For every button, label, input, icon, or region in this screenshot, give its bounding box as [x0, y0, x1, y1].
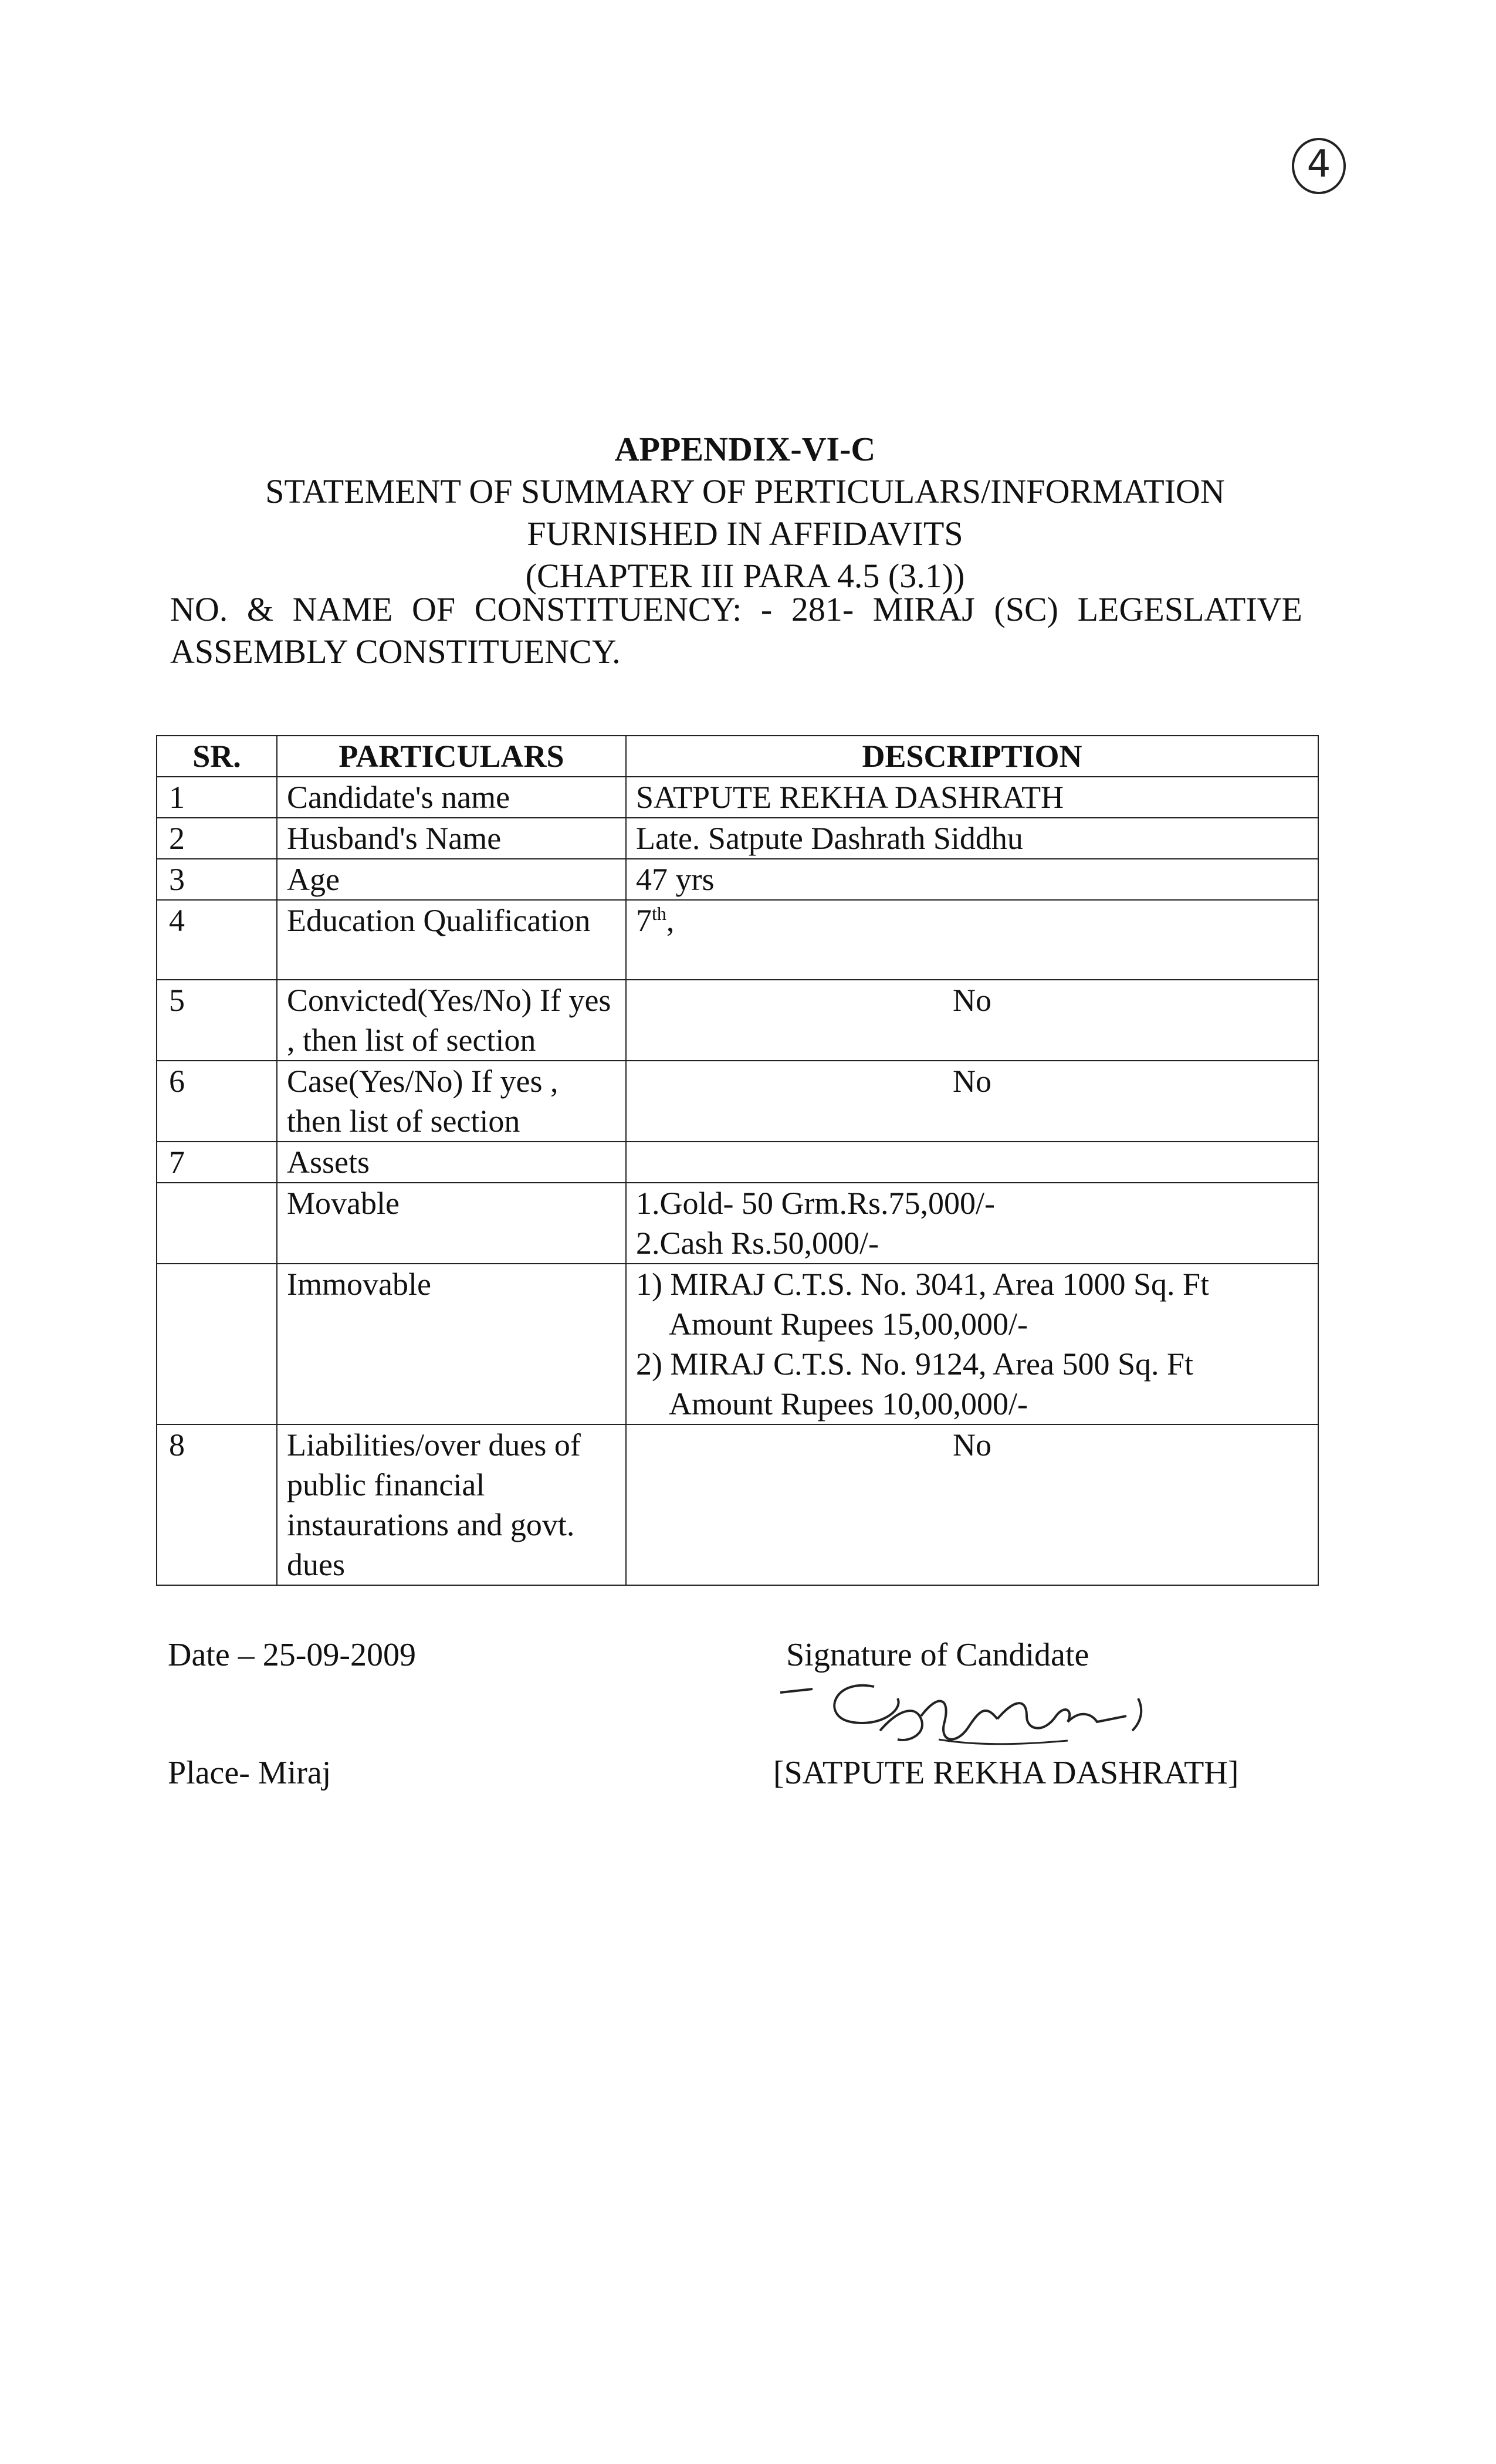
table-row: [157, 980, 1318, 1061]
row-particular: Age: [277, 859, 626, 900]
row-sr: 5: [157, 980, 277, 1061]
row-description: [626, 900, 1318, 980]
row-particular: Movable: [277, 1183, 626, 1264]
movable-asset-line: 1.Gold- 50 Grm.Rs.75,000/-: [636, 1186, 995, 1221]
row-description: [626, 1183, 1318, 1264]
table-row: [157, 900, 1318, 980]
statement-subtitle: FURNISHED IN AFFIDAVITS: [527, 515, 963, 553]
row-description: No: [626, 1424, 1318, 1585]
row-sr: 2: [157, 818, 277, 859]
row-sr: 1: [157, 777, 277, 818]
table-row: [157, 1061, 1318, 1142]
chapter-reference: (CHAPTER III PARA 4.5 (3.1)): [525, 557, 965, 595]
immovable-asset-amount: Amount Rupees 10,00,000/-: [669, 1386, 1028, 1421]
signature-label: Signature of Candidate: [786, 1637, 1089, 1673]
row-particular: Education Qualification: [277, 900, 626, 980]
row-sr: [157, 1183, 277, 1264]
movable-asset-line: 2.Cash Rs.50,000/-: [636, 1226, 879, 1261]
education-level-suffix: th: [652, 903, 666, 924]
statement-title: STATEMENT OF SUMMARY OF PERTICULARS/INFORMATION: [265, 472, 1225, 510]
row-description: 47 yrs: [626, 859, 1318, 900]
appendix-title: APPENDIX-VI-C: [614, 430, 876, 468]
row-particular: Assets: [277, 1142, 626, 1183]
immovable-asset-line: 2) MIRAJ C.T.S. No. 9124, Area 500 Sq. Ft: [636, 1346, 1194, 1382]
row-sr: 6: [157, 1061, 277, 1142]
row-particular: Convicted(Yes/No) If yes , then list of section: [277, 980, 626, 1061]
document-place: Place- Miraj: [168, 1755, 331, 1791]
table-row: [157, 1183, 1318, 1264]
candidate-name-bracketed: [SATPUTE REKHA DASHRATH]: [773, 1755, 1239, 1791]
row-sr: 7: [157, 1142, 277, 1183]
row-particular: Immovable: [277, 1264, 626, 1424]
row-sr: [157, 1264, 277, 1424]
row-particular: Case(Yes/No) If yes , then list of section: [277, 1061, 626, 1142]
table-row: [157, 1142, 1318, 1183]
row-particular: Husband's Name: [277, 818, 626, 859]
page-number: 4: [1307, 143, 1331, 186]
row-sr: 4: [157, 900, 277, 980]
education-level: 7: [636, 903, 652, 938]
row-description: No: [626, 1061, 1318, 1142]
constituency-line: NO. & NAME OF CONSTITUENCY: - 281- MIRAJ (SC) LEGESLATIVE ASSEMBLY CONSTITUENCY.: [170, 590, 1302, 671]
row-particular: Liabilities/over dues of public financial instaurations and govt. dues: [277, 1424, 626, 1585]
row-description: SATPUTE REKHA DASHRATH: [626, 777, 1318, 818]
header-description: DESCRIPTION: [626, 736, 1318, 777]
page-number-mark: [1287, 132, 1351, 197]
document-header: [170, 428, 1320, 597]
row-sr: 3: [157, 859, 277, 900]
row-particular: Candidate's name: [277, 777, 626, 818]
table-row: [157, 859, 1318, 900]
row-description: [626, 1264, 1318, 1424]
row-sr: 8: [157, 1424, 277, 1585]
row-description: Late. Satpute Dashrath Siddhu: [626, 818, 1318, 859]
row-description: No: [626, 980, 1318, 1061]
table-row: [157, 1264, 1318, 1424]
header-particulars: PARTICULARS: [277, 736, 626, 777]
immovable-asset-amount: Amount Rupees 15,00,000/-: [669, 1307, 1028, 1342]
row-description: [626, 1142, 1318, 1183]
table-row: [157, 818, 1318, 859]
header-sr: SR.: [157, 736, 277, 777]
table-row: [157, 777, 1318, 818]
table-row: [157, 1424, 1318, 1585]
document-date: Date – 25-09-2009: [168, 1637, 417, 1673]
education-level-tail: ,: [666, 903, 675, 938]
table-header-row: [157, 736, 1318, 777]
immovable-asset-line: 1) MIRAJ C.T.S. No. 3041, Area 1000 Sq. Ft: [636, 1267, 1210, 1302]
summary-table: [156, 735, 1319, 1586]
